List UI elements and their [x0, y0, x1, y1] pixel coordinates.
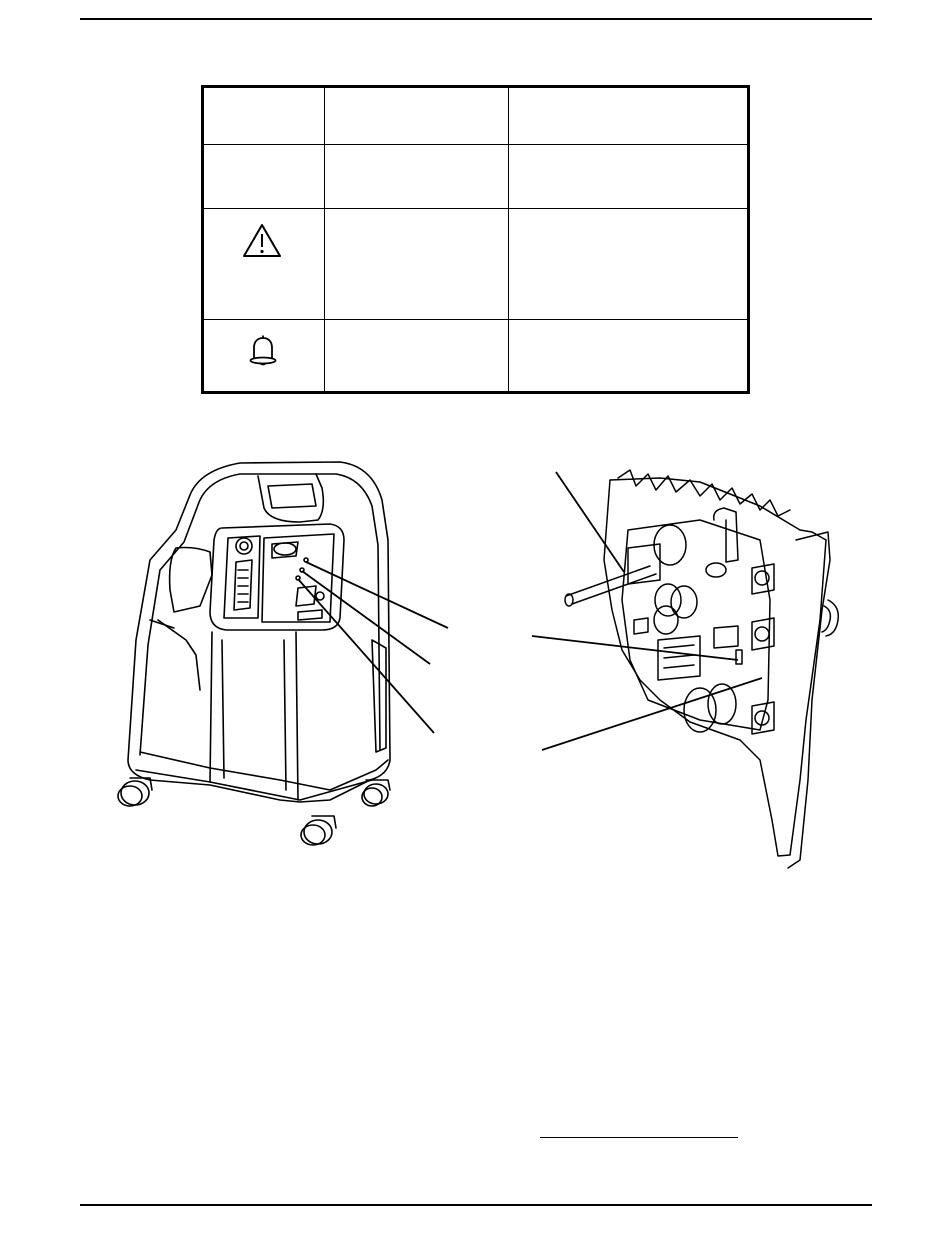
footer-rule [80, 1204, 872, 1206]
leader-line [542, 678, 762, 750]
leader-line [556, 472, 624, 572]
leader-line [532, 636, 738, 660]
caption-underline [540, 1137, 738, 1138]
